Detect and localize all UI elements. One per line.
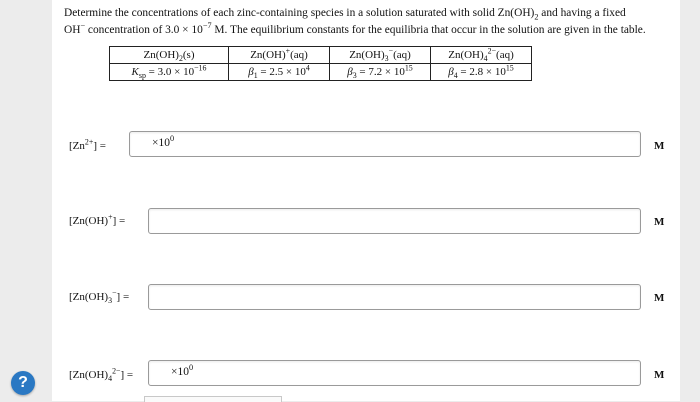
table-value-cell: $\beta_1 = 2.5 \times 10^4$	[229, 64, 330, 81]
znoh-concentration-input[interactable]	[148, 208, 641, 234]
question-panel	[52, 0, 680, 401]
question-sup: −7	[202, 21, 212, 31]
znoh4-label: $[Zn(OH)_4^{2-}]$ =	[69, 366, 134, 384]
znoh4-concentration-input[interactable]	[148, 360, 641, 386]
znoh3-label: $[Zn(OH)_3^-]$ =	[69, 288, 130, 306]
input-value: $\times 10^0$	[171, 363, 194, 378]
table-value-cell: $K_{sp} = 3.0 \times 10^{-16}$	[110, 64, 229, 81]
unit-label: M	[654, 292, 665, 304]
question-part: and having a fixed	[538, 7, 626, 19]
unit-label: M	[654, 140, 665, 152]
question-part: OH	[64, 24, 81, 36]
question-sub: 2	[534, 12, 539, 22]
help-icon[interactable]: ?	[11, 371, 35, 395]
unit-label: M	[654, 369, 665, 381]
question-part: Determine the concentrations of each zinc-containing species in a solution saturated with solid Zn(OH)	[64, 7, 535, 19]
toolbar-strip	[144, 396, 282, 402]
table-header-cell: $Zn(OH)_3^-(aq)$	[330, 47, 431, 64]
table-value-cell: $\beta_3 = 7.2 \times 10^{15}$	[330, 64, 431, 81]
question-part: concentration of 3.0 × 10	[85, 24, 203, 36]
table-header-row	[110, 47, 532, 64]
zn2-label: $[Zn^{2+}]$ =	[69, 137, 106, 152]
zn2-concentration-input[interactable]	[129, 131, 641, 157]
table-value-row	[110, 64, 532, 81]
table-header-cell: $Zn(OH)_4^{2-}(aq)$	[431, 47, 532, 64]
znoh-label: [Zn(OH)+] =	[69, 212, 126, 227]
table-value-cell: $\beta_4 = 2.8 \times 10^{15}$	[431, 64, 532, 81]
input-value: $\times 10^0$	[152, 134, 175, 149]
table-header-cell: $Zn(OH)_2(s)$	[110, 47, 229, 64]
equilibrium-constants-table	[109, 46, 532, 81]
question-text	[64, 5, 672, 39]
question-sup: −	[80, 21, 86, 31]
table-header-cell: Zn(OH)+(aq)	[229, 47, 330, 64]
question-part: M. The equilibrium constants for the equilibria that occur in the solution are given in the table.	[211, 24, 646, 36]
unit-label: M	[654, 216, 665, 228]
znoh3-concentration-input[interactable]	[148, 284, 641, 310]
